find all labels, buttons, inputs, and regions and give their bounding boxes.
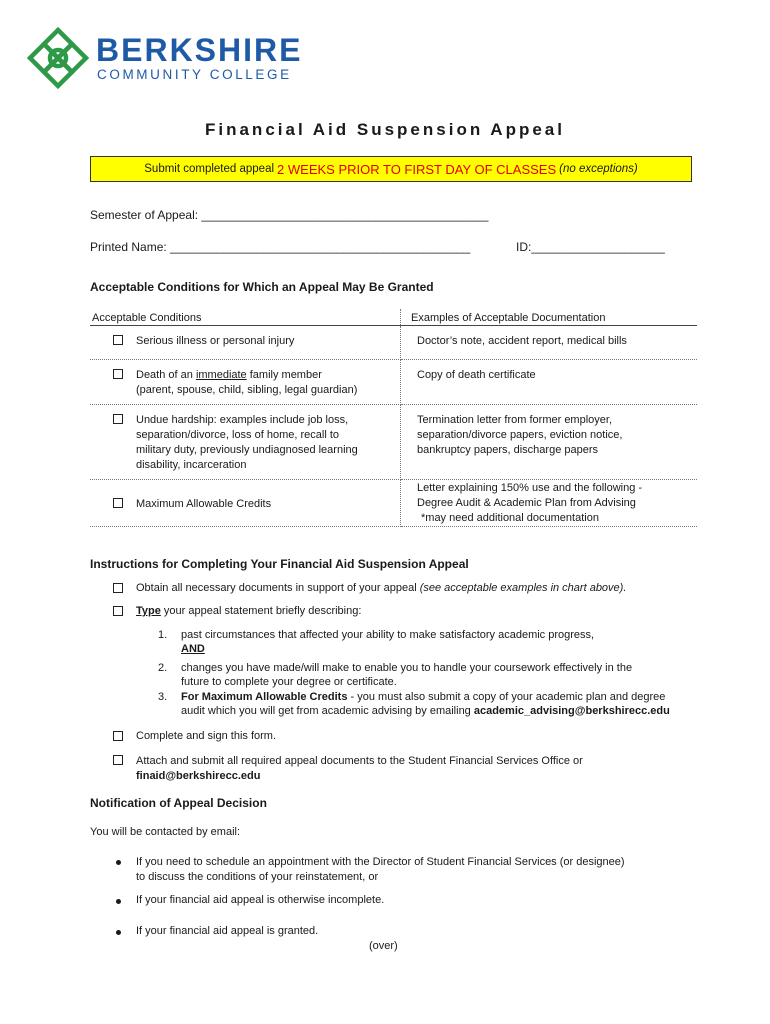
- checkbox-icon[interactable]: [113, 414, 123, 424]
- documentation-line: Letter explaining 150% use and the following -: [417, 482, 643, 494]
- checkbox-icon[interactable]: [113, 335, 123, 345]
- notice-suffix: (no exceptions): [559, 163, 638, 175]
- checkbox-icon[interactable]: [113, 755, 123, 765]
- instruction-type: [136, 605, 361, 617]
- instruction-italic: (see acceptable examples in chart above).: [419, 582, 627, 594]
- list-number: 2.: [158, 662, 168, 674]
- list-number: 3.: [158, 691, 168, 703]
- notification-bullet: [136, 855, 625, 885]
- list-item-text: - you must also submit a copy of your academic plan and degree: [347, 691, 666, 703]
- notification-bullet: If your financial aid appeal is granted.: [136, 925, 319, 937]
- checkbox-icon[interactable]: [113, 606, 123, 616]
- list-item-text: past circumstances that affected your ability to make satisfactory academic progress,: [181, 629, 595, 641]
- instruction-underlined: Type: [136, 605, 161, 617]
- table-row: [90, 405, 697, 480]
- bullet-icon: [116, 899, 121, 904]
- condition-suffix: family member: [246, 369, 322, 381]
- notification-text: to discuss the conditions of your reinstatement, or: [136, 871, 379, 883]
- condition-text: [136, 413, 358, 473]
- table-row: [90, 360, 697, 405]
- condition-text: [136, 368, 357, 398]
- notification-text: If you need to schedule an appointment with the Director of Student Financial Services (or designee): [136, 856, 625, 868]
- list-number: 1.: [158, 629, 168, 641]
- instructions-heading: Instructions for Completing Your Financial Aid Suspension Appeal: [90, 557, 469, 571]
- checkbox-icon[interactable]: [113, 369, 123, 379]
- conditions-table: [90, 309, 697, 527]
- list-item-text: audit which you will get from academic advising by emailing: [181, 705, 474, 717]
- documentation-text: Copy of death certificate: [417, 369, 536, 381]
- conditions-heading: Acceptable Conditions for Which an Appeal May Be Granted: [90, 280, 434, 294]
- page-title: Financial Aid Suspension Appeal: [204, 120, 565, 139]
- advising-email-link[interactable]: academic_advising@berkshirecc.edu: [473, 705, 670, 717]
- documentation-text: Doctor’s note, accident report, medical bills: [417, 335, 627, 347]
- condition-line: Undue hardship: examples include job loss,: [136, 414, 349, 426]
- brand-subtitle: COMMUNITY COLLEGE: [97, 67, 292, 82]
- checkbox-icon[interactable]: [113, 583, 123, 593]
- documentation-text: [401, 480, 697, 526]
- documentation-text: [401, 405, 697, 458]
- condition-line: (parent, spouse, child, sibling, legal guardian): [136, 384, 358, 396]
- condition-text: Serious illness or personal injury: [136, 335, 295, 347]
- brand-name: BERKSHIRE: [96, 32, 303, 68]
- finaid-email-link[interactable]: finaid@berkshirecc.edu: [136, 770, 261, 782]
- notification-bullet: If your financial aid appeal is otherwise incomplete.: [136, 894, 385, 906]
- instruction-sign: Complete and sign this form.: [136, 730, 277, 742]
- col-header-conditions: Acceptable Conditions: [90, 309, 401, 326]
- bullet-icon: [116, 930, 121, 935]
- documentation-line: Degree Audit & Academic Plan from Advising: [417, 497, 636, 509]
- notification-heading: Notification of Appeal Decision: [90, 796, 267, 810]
- table-row: [90, 480, 697, 527]
- deadline-notice: [90, 156, 692, 182]
- documentation-line: *may need additional documentation: [421, 512, 599, 524]
- notice-prefix: Submit completed appeal: [144, 163, 275, 175]
- list-item: [181, 628, 594, 656]
- condition-underlined: immediate: [195, 369, 247, 381]
- notice-deadline: 2 WEEKS PRIOR TO FIRST DAY OF CLASSES: [277, 161, 557, 177]
- instruction-submit: [136, 754, 583, 784]
- condition-text: Maximum Allowable Credits: [136, 498, 272, 510]
- list-item: [181, 690, 670, 718]
- semester-field[interactable]: Semester of Appeal: ___________________________________________: [90, 208, 489, 222]
- condition-line: military duty, previously undiagnosed learning: [136, 444, 358, 456]
- page-footer: (over): [369, 940, 398, 952]
- instruction-obtain: [136, 582, 626, 594]
- condition-line: separation/divorce, loss of home, recall to: [136, 429, 339, 441]
- documentation-line: separation/divorce papers, eviction notice,: [417, 429, 623, 441]
- col-header-documentation: Examples of Acceptable Documentation: [401, 309, 698, 326]
- notification-intro: You will be contacted by email:: [90, 826, 241, 838]
- instruction-text: your appeal statement briefly describing:: [160, 605, 362, 617]
- list-item: [181, 661, 632, 689]
- instruction-text: Obtain all necessary documents in support of your appeal: [136, 582, 420, 594]
- condition-prefix: Death of an: [136, 369, 196, 381]
- checkbox-icon[interactable]: [113, 731, 123, 741]
- instruction-text: Attach and submit all required appeal documents to the Student Financial Services Office or: [136, 755, 583, 767]
- table-row: [90, 326, 697, 360]
- id-field[interactable]: ID:____________________: [516, 240, 665, 254]
- checkbox-icon[interactable]: [113, 498, 123, 508]
- list-item-bold: For Maximum Allowable Credits: [181, 691, 348, 703]
- documentation-line: bankruptcy papers, discharge papers: [417, 444, 598, 456]
- documentation-line: Termination letter from former employer,: [417, 414, 613, 426]
- printed-name-field[interactable]: Printed Name: _____________________________________________: [90, 240, 471, 254]
- list-item-text: changes you have made/will make to enable you to handle your coursework effectively in the: [181, 662, 633, 674]
- bullet-icon: [116, 860, 121, 865]
- list-item-and: AND: [181, 643, 205, 655]
- list-item-text: future to complete your degree or certificate.: [181, 676, 397, 688]
- condition-line: disability, incarceration: [136, 459, 247, 471]
- college-logo-icon: [26, 26, 90, 90]
